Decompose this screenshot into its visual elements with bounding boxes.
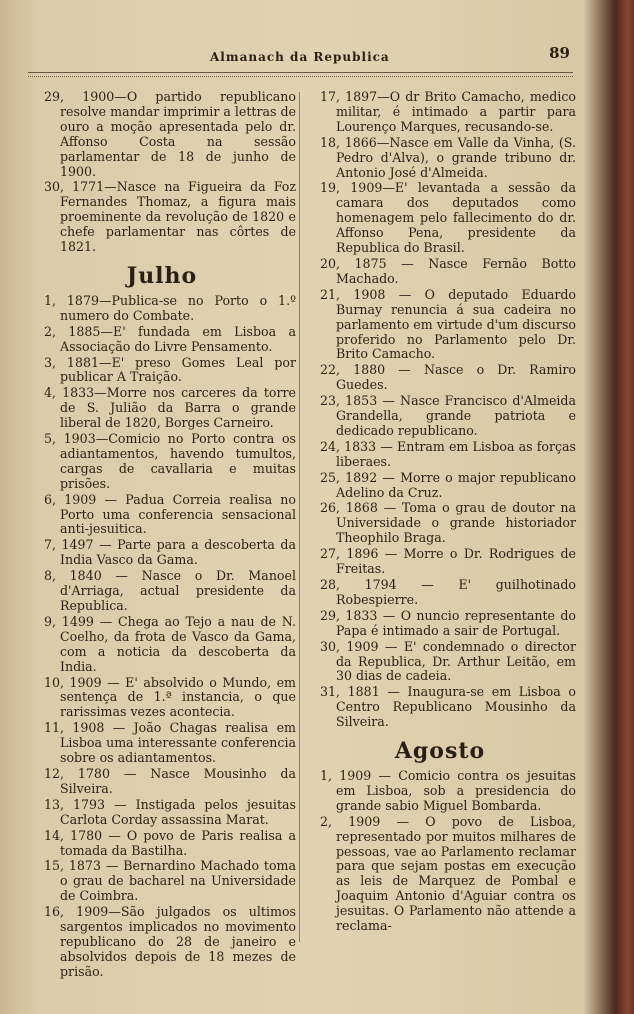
entry: 29, 1900—O partido republicano resolve mandar imprimir a lettras de ouro a moção apresentada pelo dr. Affonso Costa na sessão parlamentar de 18 de junho de 1900.	[44, 89, 296, 179]
entry: 25, 1892 — Morre o major republicano Adelino da Cruz.	[320, 469, 576, 500]
entry: 18, 1866—Nasce em Valle da Vinha, (S. Pedro d'Alva), o grande tribuno dr. Antonio José d'Almeida.	[320, 134, 576, 180]
entry: 14, 1780 — O povo de Paris realisa a tomada da Bastilha.	[44, 827, 296, 858]
entry: 9, 1499 — Chega ao Tejo a nau de N. Coelho, da frota de Vasco da Gama, com a noticia da descoberta da India.	[44, 613, 296, 674]
entry: 16, 1909—São julgados os ultimos sargentos implicados no movimento republicano do 28 de janeiro e absolvidos depois de 18 mezes de prisão.	[44, 904, 296, 979]
entry: 1, 1909 — Comicio contra os jesuitas em Lisboa, sob a presidencia do grande sabio Miguel Bombarda.	[320, 767, 576, 813]
entry: 1, 1879—Publica-se no Porto o 1.º numero do Combate.	[44, 292, 296, 323]
entry: 24, 1833 — Entram em Lisboa as forças liberaes.	[320, 438, 576, 469]
entry: 2, 1909 — O povo de Lisboa, representado por muitos milhares de pessoas, vae ao Parlamento reclamar para que sejam postas em execução as leis de Marquez de Pombal e Joaquim Antonio d'Aguiar contra os jesuitas. O Parlamento não attende a reclama-	[320, 813, 576, 934]
entry: 21, 1908 — O deputado Eduardo Burnay renuncia á sua cadeira no parlamento em virtude d'um discurso proferido no Parlamento pelo Dr. Brito Camacho.	[320, 286, 576, 362]
entry: 5, 1903—Comicio no Porto contra os adiantamentos, havendo tumultos, cargas de cavallaria e muitas prisões.	[44, 431, 296, 491]
entry: 31, 1881 — Inaugura-se em Lisboa o Centro Republicano Mousinho da Silveira.	[320, 684, 576, 730]
right-column	[304, 90, 576, 935]
entry: 19, 1909—E' levantada a sessão da camara dos deputados como homenagem pelo fallecimento do dr. Affonso Pena, presidente da Republica do Brasil.	[320, 180, 576, 256]
entry: 2, 1885—E' fundada em Lisboa a Associação do Livre Pensamento.	[44, 323, 296, 354]
entry: 10, 1909 — E' absolvido o Mundo, em sentença de 1.ª instancia, o que rarissimas vezes acontecia.	[44, 674, 296, 720]
section-heading-agosto: Agosto	[394, 738, 486, 765]
entry: 12, 1780 — Nasce Mousinho da Silveira.	[44, 765, 296, 796]
entry: 11, 1908 — João Chagas realisa em Lisboa uma interessante conferencia sobre os adiantamentos.	[44, 720, 296, 766]
entry: 23, 1853 — Nasce Francisco d'Almeida Grandella, grande patriota e dedicado republicano.	[320, 393, 576, 438]
entry: 20, 1875 — Nasce Fernão Botto Machado.	[320, 255, 576, 286]
entry: 27, 1896 — Morre o Dr. Rodrigues de Freitas.	[320, 546, 576, 577]
entry: 15, 1873 — Bernardino Machado toma o grau de bacharel na Universidade de Coimbra.	[44, 858, 296, 904]
entry: 30, 1909 — E' condemnado o director da Republica, Dr. Arthur Leitão, em 30 dias de cadeia.	[320, 638, 576, 684]
entry: 4, 1833—Morre nos carceres da torre de S. Julião da Barra o grande liberal de 1820, Borges Carneiro.	[44, 385, 296, 431]
entry: 26, 1868 — Toma o grau de doutor na Universidade o grande historiador Theophilo Braga.	[320, 500, 576, 546]
entry: 28, 1794 — E' guilhotinado Robespierre.	[320, 577, 576, 607]
header-rule	[28, 72, 573, 77]
page-number: 89	[549, 44, 570, 62]
running-title: Almanach da Republica	[210, 50, 390, 64]
page-edge	[618, 0, 634, 1014]
section-heading-julho: Julho	[126, 262, 198, 289]
entry: 7, 1497 — Parte para a descoberta da India Vasco da Gama.	[44, 537, 296, 568]
entry: 13, 1793 — Instigada pelos jesuitas Carlota Corday assassina Marat.	[44, 796, 296, 827]
column-divider	[299, 92, 300, 942]
entry: 8, 1840 — Nasce o Dr. Manoel d'Arriaga, actual presidente da Republica.	[44, 568, 296, 613]
left-column	[28, 90, 296, 981]
entry: 29, 1833 — O nuncio representante do Papa é intimado a sair de Portugal.	[320, 607, 576, 638]
page-header	[30, 44, 570, 66]
entry: 22, 1880 — Nasce o Dr. Ramiro Guedes.	[320, 362, 576, 393]
entry: 6, 1909 — Padua Correia realisa no Porto uma conferencia sensacional anti-jesuitica.	[44, 491, 296, 537]
entry: 3, 1881—E' preso Gomes Leal por publicar A Traição.	[44, 354, 296, 385]
entry: 30, 1771—Nasce na Figueira da Foz Fernandes Thomaz, a figura mais proeminente da revolução de 1820 e chefe parlamentar nas côrtes de 1821.	[44, 179, 296, 255]
entry: 17, 1897—O dr Brito Camacho, medico militar, é intimado a partir para Lourenço Marques, recusando-se.	[320, 89, 576, 134]
